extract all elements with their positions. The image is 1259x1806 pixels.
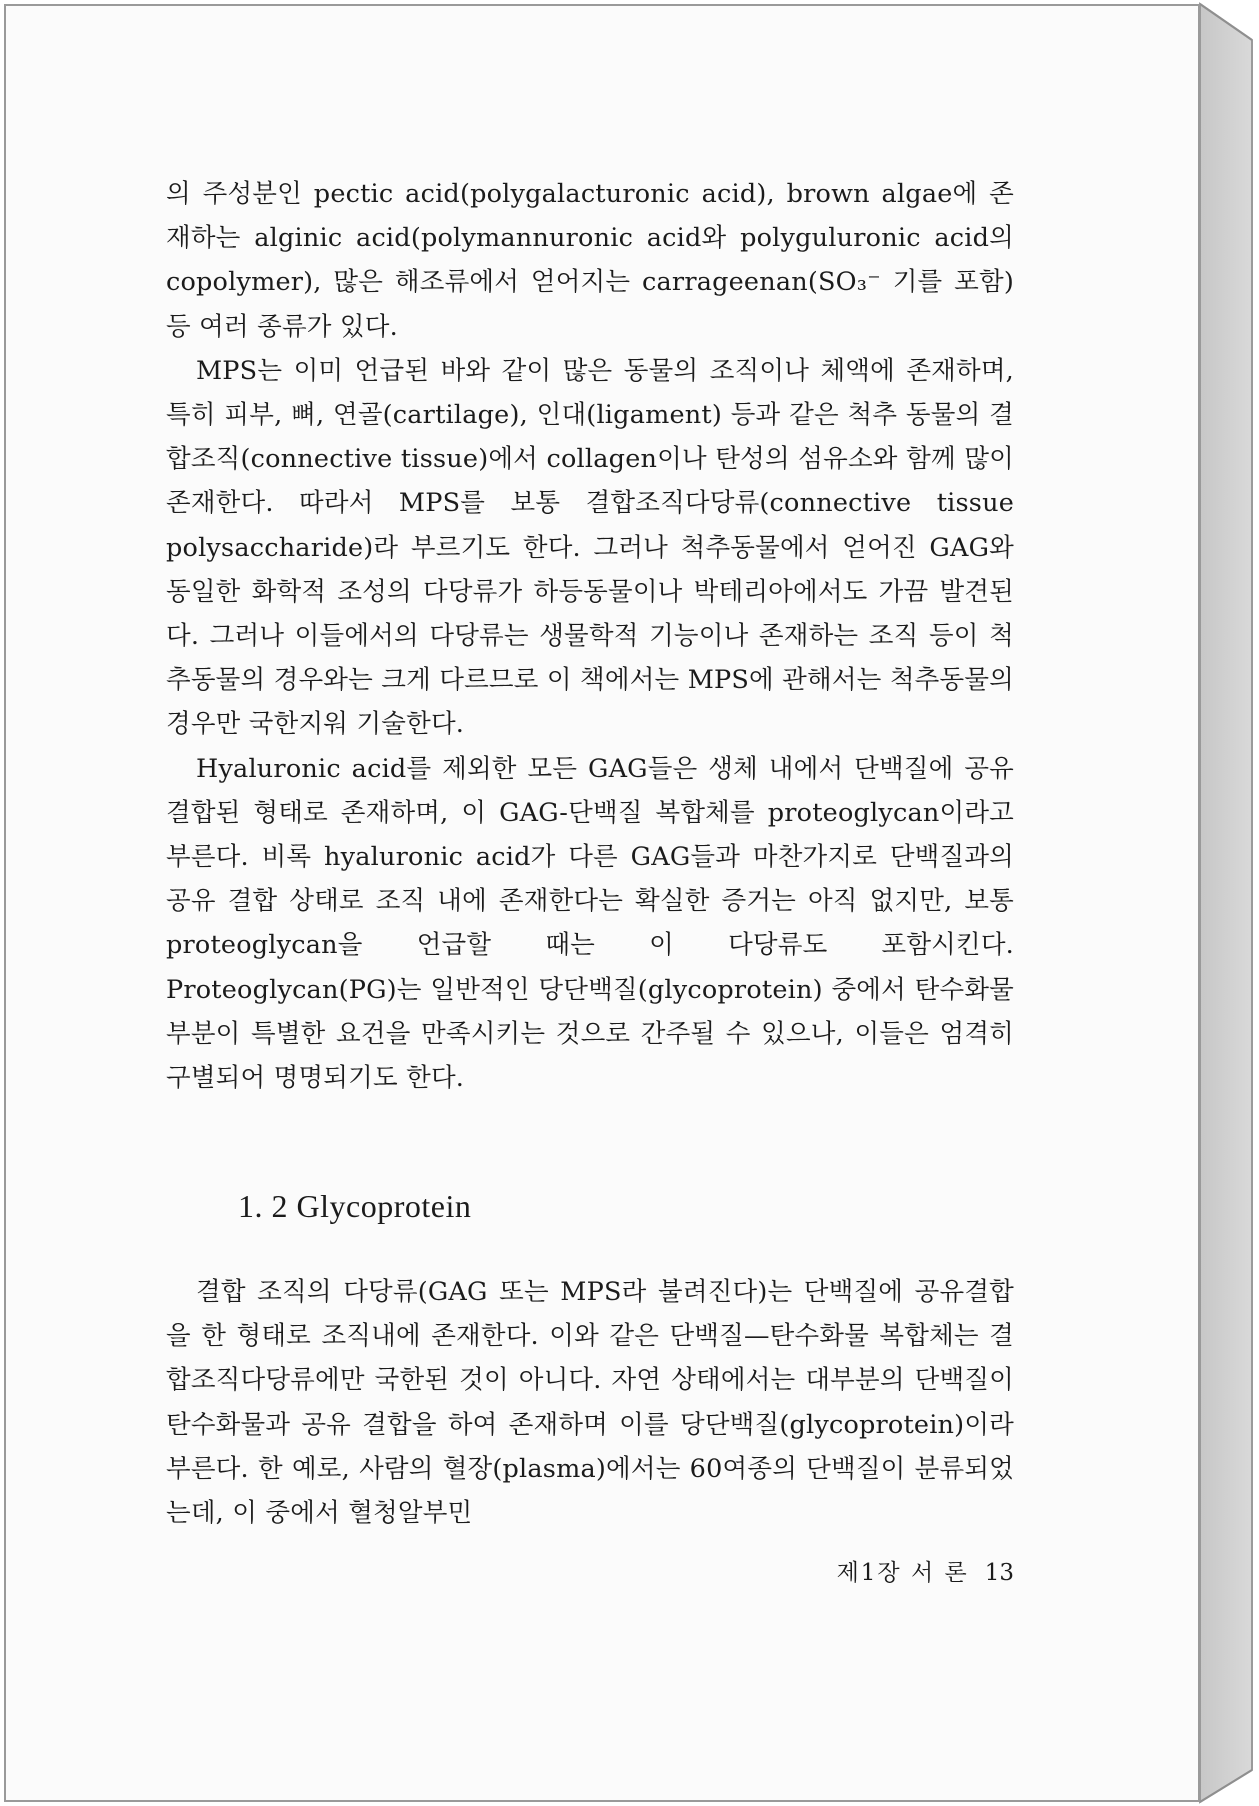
- paragraph-4: 결합 조직의 다당류(GAG 또는 MPS라 불려진다)는 단백질에 공유결합을 한 형태로 조직내에 존재한다. 이와 같은 단백질—탄수화물 복합체는 결합조직다당류에만 국한된 것이 아니다. 자연 상태에서는 대부분의 단백질이 탄수화물과 공유 결합을 하여 존재하며 이를 당단백질(glycoprotein)이라 부른다. 한 예로, 사람의 혈장(plasma)에서는 60여종의 단백질이 분류되었는데, 이 중에서 혈청알부민: [166, 1277, 1014, 1529]
- section-heading: 1. 2 Glycoprotein: [238, 1188, 472, 1224]
- chapter-label: 제1장 서 론: [836, 1560, 969, 1586]
- paragraph-2: MPS는 이미 언급된 바와 같이 많은 동물의 조직이나 체액에 존재하며, 특히 피부, 뼈, 연골(cartilage), 인대(ligament) 등과 같은 척추 동물의 결합조직(connective tissue)에서 collagen이나 탄성의 섬유소와 함께 많이 존재한다. 따라서 MPS를 보통 결합조직다당류(connective tissue polysaccharide)라 부르기도 한다. 그러나 척추동물에서 얻어진 GAG와 동일한 화학적 조성의 다당류가 하등동물이나 박테리아에서도 가끔 발견된다. 그러나 이들에서의 다당류는 생물학적 기능이나 존재하는 조직 등이 척추동물의 경우와는 크게 다르므로 이 책에서는 MPS에 관해서는 척추동물의 경우만 국한지워 기술한다.: [166, 355, 1014, 740]
- page-number: 13: [984, 1560, 1014, 1586]
- body-text-upper: [166, 172, 1014, 1100]
- paragraph-1: 의 주성분인 pectic acid(polygalacturonic acid), brown algae에 존재하는 alginic acid(polymannuronic acid와 polyguluronic acid의 copolymer), 많은 해조류에서 얻어지는 carrageenan(SO₃⁻ 기를 포함) 등 여러 종류가 있다.: [166, 179, 1014, 342]
- page-footer: [760, 1554, 1014, 1587]
- book-edge-bottom: [1200, 1770, 1252, 1802]
- body-text-lower: [166, 1270, 1014, 1535]
- paragraph-3: Hyaluronic acid를 제외한 모든 GAG들은 생체 내에서 단백질에 공유 결합된 형태로 존재하며, 이 GAG-단백질 복합체를 proteoglycan이라고 부른다. 비록 hyaluronic acid가 다른 GAG들과 마찬가지로 단백질과의 공유 결합 상태로 조직 내에 존재한다는 확실한 증거는 아직 없지만, 보통 proteoglycan을 언급할 때는 이 다당류도 포함시킨다. Proteoglycan(PG)는 일반적인 당단백질(glycoprotein) 중에서 탄수화물 부분이 특별한 요건을 만족시키는 것으로 간주될 수 있으나, 이들은 엄격히 구별되어 명명되기도 한다.: [166, 753, 1014, 1094]
- book-edge-face: [1200, 4, 1252, 1802]
- book-edge-top: [1200, 4, 1252, 40]
